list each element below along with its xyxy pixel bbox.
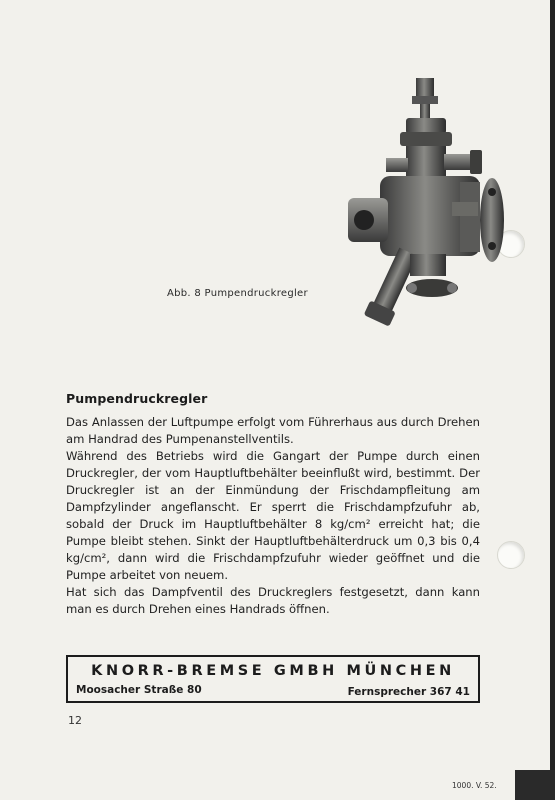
company-name: KNORR-BREMSE GMBH MÜNCHEN bbox=[91, 663, 455, 679]
company-address: Moosacher Straße 80 bbox=[76, 684, 202, 696]
punch-hole-bottom bbox=[497, 541, 525, 569]
section-heading: Pumpendruckregler bbox=[66, 391, 208, 406]
page-corner-shadow bbox=[515, 770, 555, 800]
page-number: 12 bbox=[68, 714, 82, 727]
figure-caption: Abb. 8 Pumpendruckregler bbox=[167, 288, 308, 299]
page-edge-shadow bbox=[550, 0, 555, 800]
section-body bbox=[66, 414, 480, 618]
paragraph: Während des Betriebs wird die Gangart der Pumpe durch einen Druckregler, der vom Hauptluftbehälter beeinflußt wird, bestimmt. Der Druckregler ist an der Einmündung der Frischdampfleitung am Dampfzylinder angeflanscht. Er sperrt die Frischdampfzufuhr ab, sobald der Druck im Hauptluftbehälter 8 kg/cm² erreicht hat; die Pumpe bleibt stehen. Sinkt der Hauptluftbehälterdruck um 0,3 bis 0,4 kg/cm², dann wird die Frischdampfzufuhr wieder geöffnet und die Pumpe arbeitet von neuem. bbox=[66, 449, 480, 582]
print-mark: 1000. V. 52. bbox=[452, 781, 497, 790]
paragraph: Das Anlassen der Luftpumpe erfolgt vom Führerhaus aus durch Drehen am Handrad des Pumpenanstellventils. bbox=[66, 415, 480, 446]
paragraph: Hat sich das Dampfventil des Druckreglers festgesetzt, dann kann man es durch Drehen eines Handrads öffnen. bbox=[66, 585, 480, 616]
company-footer-box bbox=[66, 655, 480, 703]
company-phone: Fernsprecher 367 41 bbox=[347, 686, 470, 698]
pump-pressure-regulator-photo bbox=[340, 70, 520, 345]
